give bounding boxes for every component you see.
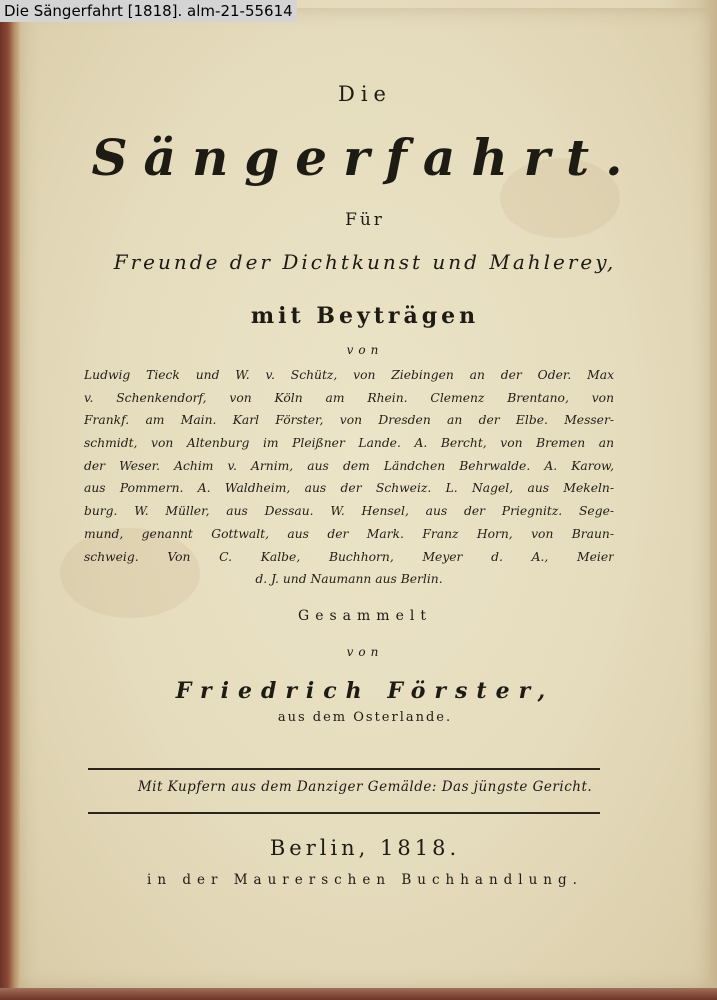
imprint-place-year: Berlin, 1818. [269, 836, 461, 860]
contributors-line: Frankf. am Main. Karl Förster, von Dresden an der Elbe. Messer- [84, 413, 614, 428]
contributors-line: burg. W. Müller, aus Dessau. W. Hensel, aus der Priegnitz. Sege- [84, 504, 614, 519]
von-label-2: von [346, 645, 384, 659]
contributors-paragraph [84, 364, 614, 591]
contributors-line: v. Schenkendorf, von Köln am Rhein. Clemenz Brentano, von [84, 390, 614, 405]
title-die: Die [338, 82, 392, 106]
book-edge [0, 988, 717, 1000]
main-title: Sängerfahrt. [91, 128, 639, 187]
contributors-line: mund, genannt Gottwalt, aus der Mark. Franz Horn, von Braun- [84, 526, 614, 541]
rule-bottom [88, 812, 600, 814]
gesammelt-label: Gesammelt [298, 608, 432, 624]
contributors-line: Ludwig Tieck und W. v. Schütz, von Ziebingen an der Oder. Max [84, 368, 614, 382]
von-label: von [346, 343, 384, 357]
contributions-heading: mit Beyträgen [250, 303, 480, 329]
contributors-line: schmidt, von Altenburg im Pleißner Lande. A. Bercht, von Bremen an [84, 436, 614, 451]
contributors-line: der Weser. Achim v. Arnim, aus dem Ländchen Behrwalde. A. Karow, [84, 458, 614, 473]
contributors-line: d. J. und Naumann aus Berlin. [255, 572, 443, 587]
editor-origin: aus dem Osterlande. [277, 710, 453, 725]
contributors-line: schweig. Von C. Kalbe, Buchhorn, Meyer d. A., Meier [84, 549, 614, 564]
imprint-publisher: in der Maurerschen Buchhandlung. [147, 872, 583, 888]
editor-name: Friedrich Förster, [175, 678, 555, 704]
title-fuer: Für [345, 210, 385, 230]
subtitle: Freunde der Dichtkunst und Mahlerey, [113, 250, 617, 274]
image-caption: Die Sängerfahrt [1818]. alm-21-55614 [0, 0, 297, 22]
rule-top [88, 768, 600, 770]
engraving-note: Mit Kupfern aus dem Danziger Gemälde: Das jüngste Gericht. [137, 779, 593, 795]
contributors-line: aus Pommern. A. Waldheim, aus der Schweiz. L. Nagel, aus Mekeln- [84, 481, 614, 496]
